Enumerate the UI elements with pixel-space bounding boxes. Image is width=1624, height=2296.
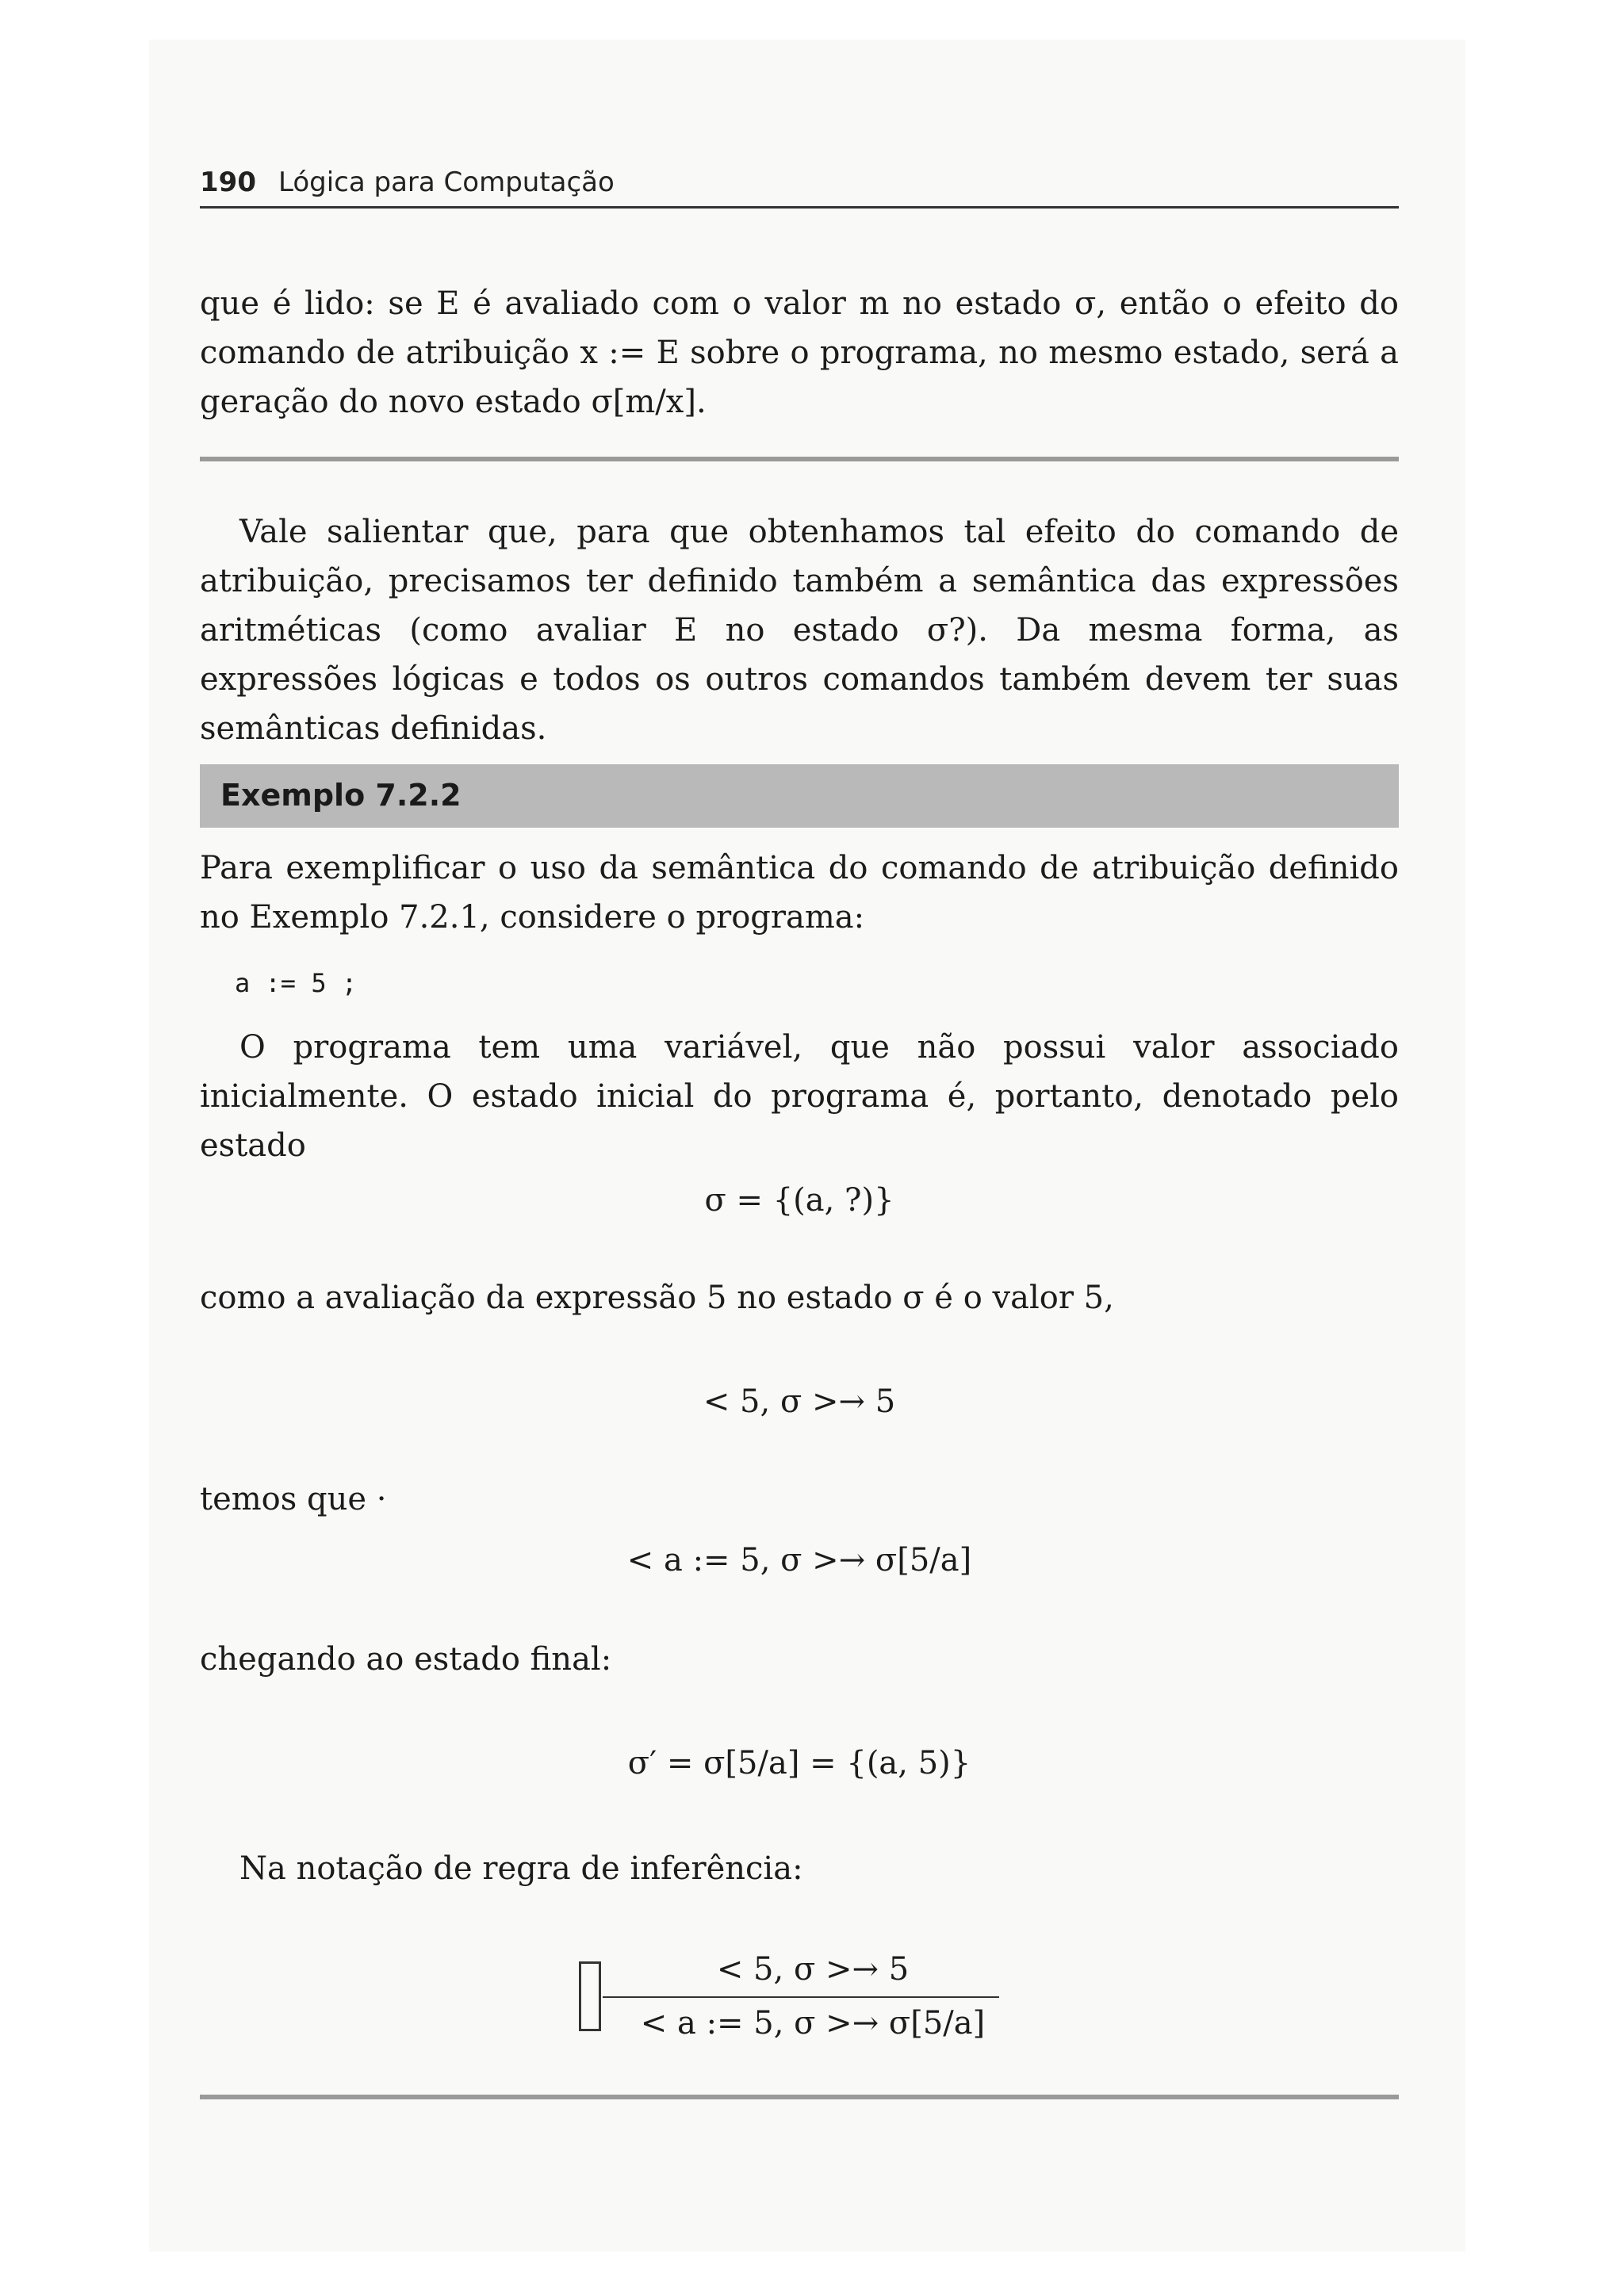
inference-premise: < 5, σ >→ 5 xyxy=(716,1951,910,1988)
formula-initial-state: σ = {(a, ?)} xyxy=(704,1182,894,1219)
program-code: a := 5 ; xyxy=(235,968,358,998)
paragraph-example-intro: Para exemplificar o uso da semântica do comando de atribuição definido no Exemplo 7.2.1, considere o programa: xyxy=(200,850,1399,936)
paragraph-final-state-intro: chegando ao estado final: xyxy=(200,1641,612,1678)
formula-assignment: < a := 5, σ >→ σ[5/a] xyxy=(626,1542,972,1578)
header-rule xyxy=(200,206,1399,209)
box-bottom-rule xyxy=(200,457,1399,461)
inference-line xyxy=(603,1996,999,1998)
inference-rule xyxy=(579,1942,1023,2053)
book-title: Lógica para Computação xyxy=(278,166,615,198)
paragraph-remark: Vale salientar que, para que obtenhamos tal efeito do comando de atribuição, precisamos ter definido também a semântica das expressões aritméticas (como avaliar E no estado σ?). Da mesma forma, as expressões lógicas e todos os outros comandos também devem ter suas semânticas definidas. xyxy=(200,514,1399,747)
page-number: 190 xyxy=(200,166,256,198)
paragraph-evaluation: como a avaliação da expressão 5 no estado σ é o valor 5, xyxy=(200,1280,1114,1316)
paragraph-initial-state: O programa tem uma variável, que não possui valor associado inicialmente. O estado inicial do programa é, portanto, denotado pelo estado xyxy=(200,1029,1399,1164)
running-header xyxy=(200,165,1399,200)
example-bottom-rule xyxy=(200,2095,1399,2099)
example-header-band xyxy=(200,764,1399,828)
formula-final-state: σ′ = σ[5/a] = {(a, 5)} xyxy=(627,1745,971,1781)
inference-conclusion: < a := 5, σ >→ σ[5/a] xyxy=(640,2005,986,2042)
paragraph-semantics-reading: que é lido: se E é avaliado com o valor m no estado σ, então o efeito do comando de atribuição x := E sobre o programa, no mesmo estado, será a geração do novo estado σ[m/x]. xyxy=(200,285,1399,420)
example-title: Exemplo 7.2.2 xyxy=(220,778,462,813)
paragraph-inference-notation: Na notação de regra de inferência: xyxy=(239,1850,803,1887)
rule-box-icon xyxy=(579,1961,601,2031)
paragraph-temos-que: temos que · xyxy=(200,1481,387,1517)
formula-evaluation: < 5, σ >→ 5 xyxy=(703,1383,896,1420)
